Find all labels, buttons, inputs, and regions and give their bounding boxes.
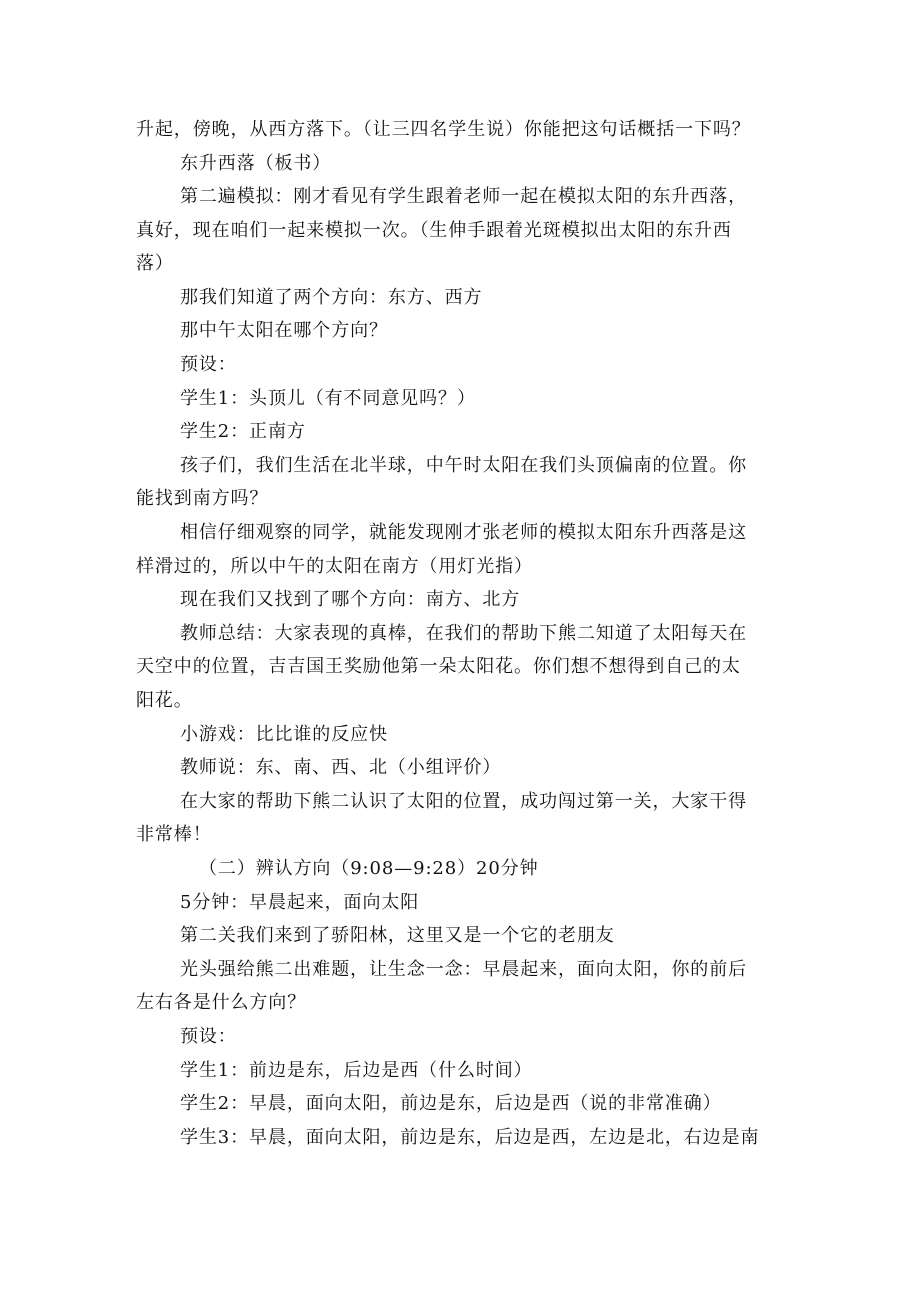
text-line: 现在我们又找到了哪个方向：南方、北方 [180,589,521,610]
text-line: 学生3：早晨，面向太阳，前边是东，后边是西，左边是北，右边是南 [180,1127,760,1148]
text-line: 教师说：东、南、西、北（小组评价） [180,757,502,778]
text-line: 学生2：正南方 [180,421,306,442]
section-heading: （二）辨认方向（9:08—9:28）20分钟 [199,858,539,879]
text-line: 样滑过的，所以中午的太阳在南方（用灯光指） [136,556,533,577]
text-line: 真好，现在咱们一起来模拟一次。（生伸手跟着光斑模拟出太阳的东升西 [136,220,732,241]
text-line: 小游戏：比比谁的反应快 [180,724,388,745]
text-line: 学生1：前边是东，后边是西（什么时间） [180,1060,533,1081]
text-line: 学生2：早晨，面向太阳，前边是东，后边是西（说的非常准确） [180,1093,722,1114]
text-line: 相信仔细观察的同学，就能发现刚才张老师的模拟太阳东升西落是这 [180,522,747,543]
text-line: 学生1：头顶儿（有不同意见吗？） [180,388,476,409]
text-line: 落） [136,253,174,274]
text-line: 升起，傍晚，从西方落下。（让三四名学生说）你能把这句话概括一下吗？ [136,119,751,140]
text-line: 左右各是什么方向？ [136,992,307,1013]
text-line: 阳花。 [136,690,193,711]
text-line: 教师总结：大家表现的真棒，在我们的帮助下熊二知道了太阳每天在 [180,623,747,644]
text-line: 第二关我们来到了骄阳林，这里又是一个它的老朋友 [180,925,615,946]
text-line: 孩子们，我们生活在北半球，中午时太阳在我们头顶偏南的位置。你 [180,455,747,476]
text-line: 预设： [180,1026,237,1047]
text-line: 天空中的位置，吉吉国王奖励他第一朵太阳花。你们想不想得到自己的太 [136,656,741,677]
text-line: 能找到南方吗？ [136,488,269,509]
text-line: 那我们知道了两个方向：东方、西方 [180,287,483,308]
text-line: 东升西落（板书） [180,153,332,174]
text-line: 在大家的帮助下熊二认识了太阳的位置，成功闯过第一关，大家干得 [180,791,747,812]
text-line: 5分钟：早晨起来，面向太阳 [180,892,420,913]
text-line: 那中午太阳在哪个方向？ [180,320,388,341]
text-line: 光头强给熊二出难题，让生念一念：早晨起来，面向太阳，你的前后 [180,959,747,980]
text-line: 预设： [180,354,237,375]
text-line: 非常棒！ [136,824,212,845]
text-line: 第二遍模拟：刚才看见有学生跟着老师一起在模拟太阳的东升西落， [180,186,747,207]
